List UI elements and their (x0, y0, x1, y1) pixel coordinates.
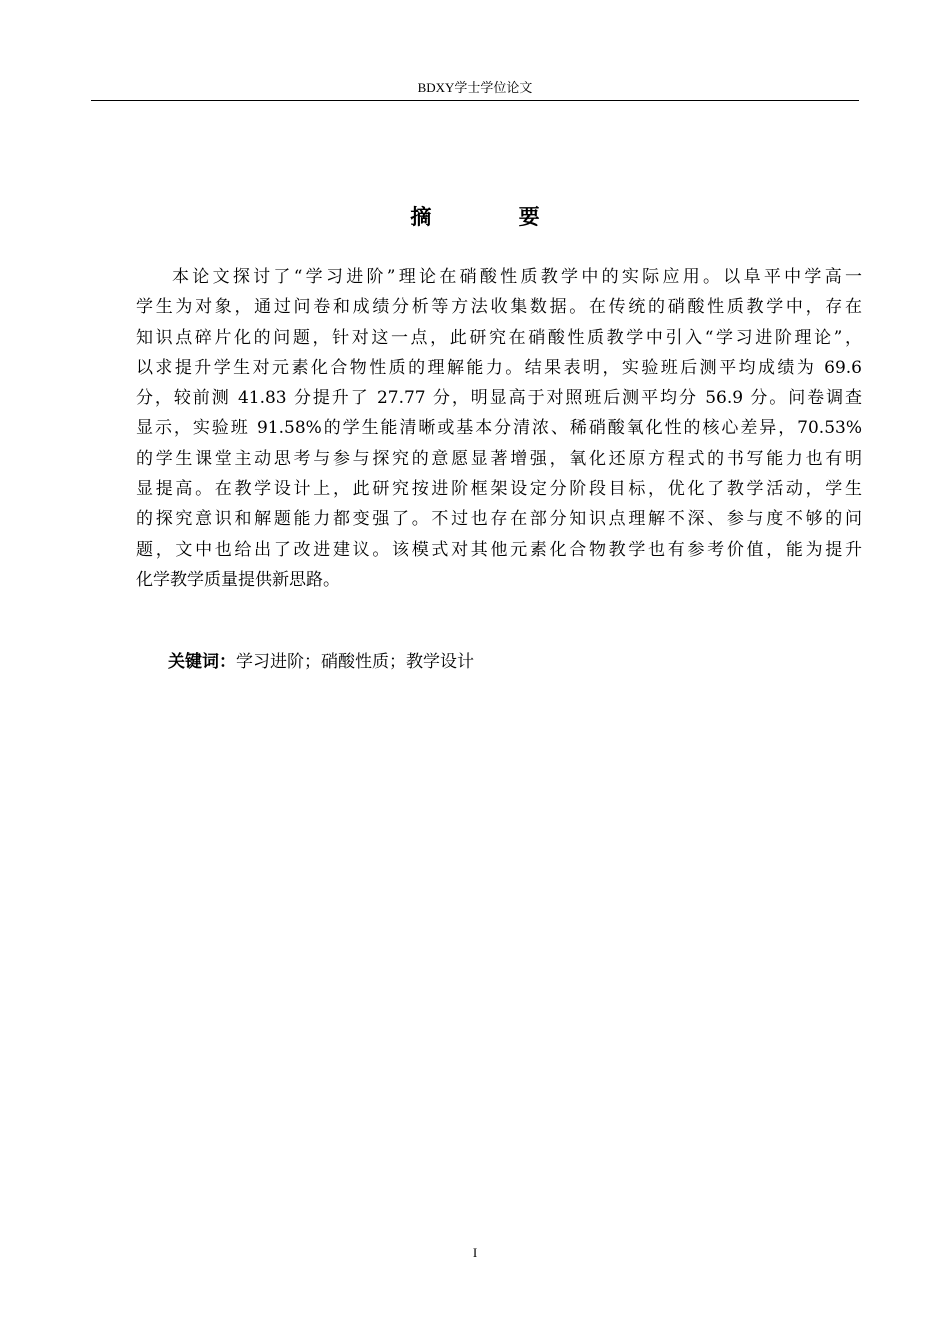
abstract-line: 分，较前测 41.83 分提升了 27.77 分，明显高于对照班后测平均分 56.9 分。问卷调查 (136, 388, 862, 409)
abstract-line: 显示，实验班 91.58%的学生能清晰或基本分清浓、稀硝酸氧化性的核心差异，70.53% (136, 418, 862, 439)
header-divider (91, 100, 859, 101)
abstract-line: 显提高。在教学设计上，此研究按进阶框架设定分阶段目标，优化了教学活动，学生 (136, 479, 862, 500)
page-number: I (472, 1245, 478, 1260)
abstract-line: 的探究意识和解题能力都变强了。不过也存在部分知识点理解不深、参与度不够的问 (136, 509, 862, 530)
abstract-line: 以求提升学生对元素化合物性质的理解能力。结果表明，实验班后测平均成绩为 69.6 (136, 357, 862, 378)
running-header: BDXY学士学位论文 (417, 80, 533, 95)
abstract-line: 化学教学质量提供新思路。 (136, 569, 340, 590)
abstract-line: 知识点碎片化的问题，针对这一点，此研究在硝酸性质教学中引入“学习进阶理论”， (136, 327, 862, 348)
abstract-line: 的学生课堂主动思考与参与探究的意愿显著增强，氧化还原方程式的书写能力也有明 (136, 448, 862, 469)
abstract-line: 学生为对象，通过问卷和成绩分析等方法收集数据。在传统的硝酸性质教学中，存在 (136, 297, 862, 318)
keywords (168, 648, 474, 676)
abstract-title: 摘 要 (410, 205, 580, 229)
abstract-line: 本论文探讨了“学习进阶”理论在硝酸性质教学中的实际应用。以阜平中学高一 (172, 267, 862, 287)
keywords-value: 学习进阶；硝酸性质；教学设计 (236, 652, 474, 672)
keywords-label: 关键词： (168, 652, 236, 672)
abstract-body (136, 262, 862, 595)
abstract-line: 题，文中也给出了改进建议。该模式对其他元素化合物教学也有参考价值，能为提升 (136, 539, 862, 560)
